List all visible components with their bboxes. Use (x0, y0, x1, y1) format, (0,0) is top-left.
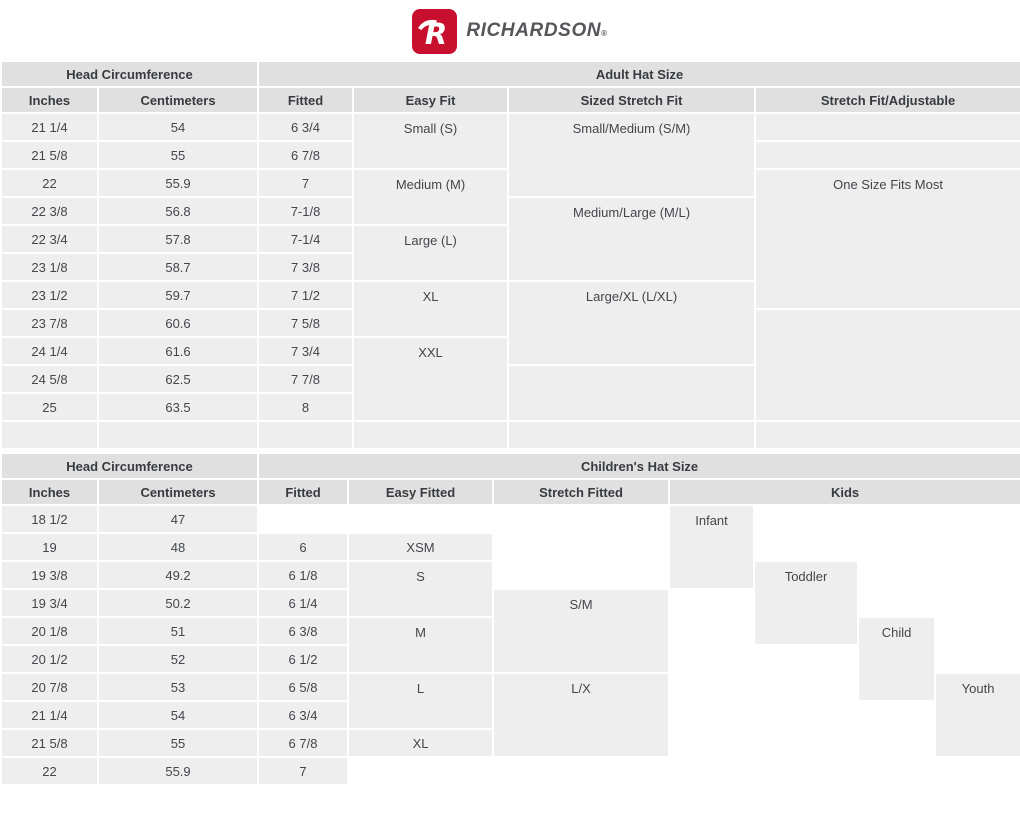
table-cell: 47 (98, 505, 258, 533)
table-cell: 6 3/4 (258, 701, 348, 729)
richardson-logo-icon (412, 9, 457, 54)
table-cell: 6 (258, 533, 348, 561)
col-header-inches: Inches (1, 87, 98, 113)
table-row (1, 61, 1020, 87)
empty-cell (754, 729, 858, 757)
empty-cell (858, 757, 935, 785)
table-cell: 58.7 (98, 253, 258, 281)
empty-cell (935, 757, 1020, 785)
table-cell: 20 7/8 (1, 673, 98, 701)
empty-cell (858, 701, 935, 729)
table-cell: XL (348, 729, 493, 757)
table-cell: Child (858, 617, 935, 701)
table-cell: Small/Medium (S/M) (508, 113, 755, 197)
table-cell: 24 1/4 (1, 337, 98, 365)
table-cell: 55 (98, 729, 258, 757)
empty-cell (348, 757, 493, 785)
childrens-hat-size-table (0, 452, 1020, 786)
group-header-adult-hat-size: Adult Hat Size (258, 61, 1020, 87)
brand-name-text: RICHARDSON (466, 20, 602, 41)
table-cell: L (348, 673, 493, 729)
table-cell: 22 (1, 757, 98, 785)
table-cell: XXL (353, 337, 508, 421)
table-cell: Medium/Large (M/L) (508, 197, 755, 281)
empty-cell (755, 141, 1020, 169)
empty-cell (858, 561, 935, 589)
empty-cell (353, 421, 508, 449)
col-header-centimeters: Centimeters (98, 87, 258, 113)
table-cell: Youth (935, 673, 1020, 757)
brand-name (466, 20, 607, 42)
table-cell: 6 1/2 (258, 645, 348, 673)
col-header-sized-stretch-fit: Sized Stretch Fit (508, 87, 755, 113)
group-header-childrens-hat-size: Children's Hat Size (258, 453, 1020, 479)
table-row (1, 589, 1020, 617)
col-header-easy-fit: Easy Fit (353, 87, 508, 113)
empty-cell (669, 589, 754, 617)
table-cell: 25 (1, 393, 98, 421)
table-cell: 48 (98, 533, 258, 561)
table-cell: 18 1/2 (1, 505, 98, 533)
empty-cell (669, 701, 754, 729)
empty-cell (669, 757, 754, 785)
table-cell: 20 1/8 (1, 617, 98, 645)
col-header-kids: Kids (669, 479, 1020, 505)
adult-hat-size-table (0, 60, 1020, 450)
empty-cell (258, 505, 348, 533)
table-cell: 23 7/8 (1, 309, 98, 337)
table-cell: 52 (98, 645, 258, 673)
empty-cell (98, 421, 258, 449)
empty-cell (669, 645, 754, 673)
table-cell: 6 7/8 (258, 141, 353, 169)
table-cell: S (348, 561, 493, 617)
table-cell: Large (L) (353, 225, 508, 281)
table-cell: 8 (258, 393, 353, 421)
empty-cell (348, 505, 493, 533)
table-cell: 24 5/8 (1, 365, 98, 393)
registered-mark: ® (601, 29, 608, 38)
group-header-head-circumference: Head Circumference (1, 453, 258, 479)
empty-cell (858, 533, 935, 561)
table-cell: 23 1/8 (1, 253, 98, 281)
empty-cell (935, 645, 1020, 673)
empty-cell (493, 561, 669, 589)
empty-cell (935, 505, 1020, 533)
empty-cell (508, 365, 755, 421)
table-cell: 21 1/4 (1, 701, 98, 729)
empty-cell (755, 309, 1020, 421)
empty-cell (669, 673, 754, 701)
empty-cell (258, 421, 353, 449)
empty-cell (493, 533, 669, 561)
table-cell: XL (353, 281, 508, 337)
table-cell: 63.5 (98, 393, 258, 421)
table-cell: 57.8 (98, 225, 258, 253)
col-header-stretch-fit-adjustable: Stretch Fit/Adjustable (755, 87, 1020, 113)
col-header-easy-fitted: Easy Fitted (348, 479, 493, 505)
table-cell: Infant (669, 505, 754, 589)
table-cell: 7-1/8 (258, 197, 353, 225)
empty-cell (754, 757, 858, 785)
table-cell: Large/XL (L/XL) (508, 281, 755, 365)
table-cell: 7 5/8 (258, 309, 353, 337)
table-cell: 55 (98, 141, 258, 169)
table-cell: 19 3/4 (1, 589, 98, 617)
empty-cell (754, 673, 858, 701)
table-cell: 7 3/4 (258, 337, 353, 365)
group-header-head-circumference: Head Circumference (1, 61, 258, 87)
col-header-stretch-fitted: Stretch Fitted (493, 479, 669, 505)
empty-cell (1, 421, 98, 449)
table-cell: 61.6 (98, 337, 258, 365)
table-cell: 7 (258, 169, 353, 197)
table-cell: S/M (493, 589, 669, 673)
empty-cell (669, 729, 754, 757)
empty-cell (754, 533, 858, 561)
table-cell: 22 3/8 (1, 197, 98, 225)
table-row (1, 113, 1020, 141)
table-row (1, 533, 1020, 561)
empty-cell (755, 113, 1020, 141)
table-cell: Small (S) (353, 113, 508, 169)
table-cell: 7 7/8 (258, 365, 353, 393)
table-cell: 56.8 (98, 197, 258, 225)
table-cell: M (348, 617, 493, 673)
table-cell: 6 5/8 (258, 673, 348, 701)
empty-cell (508, 421, 755, 449)
empty-cell (754, 701, 858, 729)
table-cell: 7-1/4 (258, 225, 353, 253)
table-cell: 19 (1, 533, 98, 561)
table-row (1, 561, 1020, 589)
table-cell: 59.7 (98, 281, 258, 309)
table-cell: 54 (98, 113, 258, 141)
table-cell: 21 5/8 (1, 729, 98, 757)
table-cell: Medium (M) (353, 169, 508, 225)
table-row (1, 87, 1020, 113)
table-row (1, 505, 1020, 533)
table-cell: 6 3/4 (258, 113, 353, 141)
brand-header (0, 0, 1020, 60)
col-header-inches: Inches (1, 479, 98, 505)
table-cell: One Size Fits Most (755, 169, 1020, 309)
table-row (1, 479, 1020, 505)
table-cell: XSM (348, 533, 493, 561)
table-cell: 23 1/2 (1, 281, 98, 309)
empty-cell (935, 617, 1020, 645)
table-cell: 55.9 (98, 757, 258, 785)
table-cell: 49.2 (98, 561, 258, 589)
table-cell: 19 3/8 (1, 561, 98, 589)
table-cell: 51 (98, 617, 258, 645)
empty-cell (935, 561, 1020, 589)
empty-cell (754, 505, 858, 533)
empty-cell (858, 505, 935, 533)
col-header-fitted: Fitted (258, 479, 348, 505)
empty-cell (754, 645, 858, 673)
table-cell: 54 (98, 701, 258, 729)
table-cell: 60.6 (98, 309, 258, 337)
table-row (1, 421, 1020, 449)
col-header-centimeters: Centimeters (98, 479, 258, 505)
table-cell: 62.5 (98, 365, 258, 393)
table-cell: 50.2 (98, 589, 258, 617)
table-cell: Toddler (754, 561, 858, 645)
table-cell: 6 1/8 (258, 561, 348, 589)
svg-text:R: R (425, 16, 448, 51)
table-cell: 22 (1, 169, 98, 197)
table-cell: 20 1/2 (1, 645, 98, 673)
table-row (1, 757, 1020, 785)
empty-cell (935, 589, 1020, 617)
table-cell: 6 1/4 (258, 589, 348, 617)
table-cell: 53 (98, 673, 258, 701)
empty-cell (935, 533, 1020, 561)
empty-cell (858, 589, 935, 617)
table-cell: 7 1/2 (258, 281, 353, 309)
table-cell: 55.9 (98, 169, 258, 197)
empty-cell (755, 421, 1020, 449)
table-cell: 21 5/8 (1, 141, 98, 169)
table-cell: 22 3/4 (1, 225, 98, 253)
table-cell: 21 1/4 (1, 113, 98, 141)
table-cell: 6 3/8 (258, 617, 348, 645)
col-header-fitted: Fitted (258, 87, 353, 113)
table-cell: 7 (258, 757, 348, 785)
empty-cell (858, 729, 935, 757)
empty-cell (493, 505, 669, 533)
empty-cell (669, 617, 754, 645)
table-cell: 6 7/8 (258, 729, 348, 757)
table-row (1, 453, 1020, 479)
table-cell: 7 3/8 (258, 253, 353, 281)
empty-cell (493, 757, 669, 785)
table-cell: L/X (493, 673, 669, 757)
